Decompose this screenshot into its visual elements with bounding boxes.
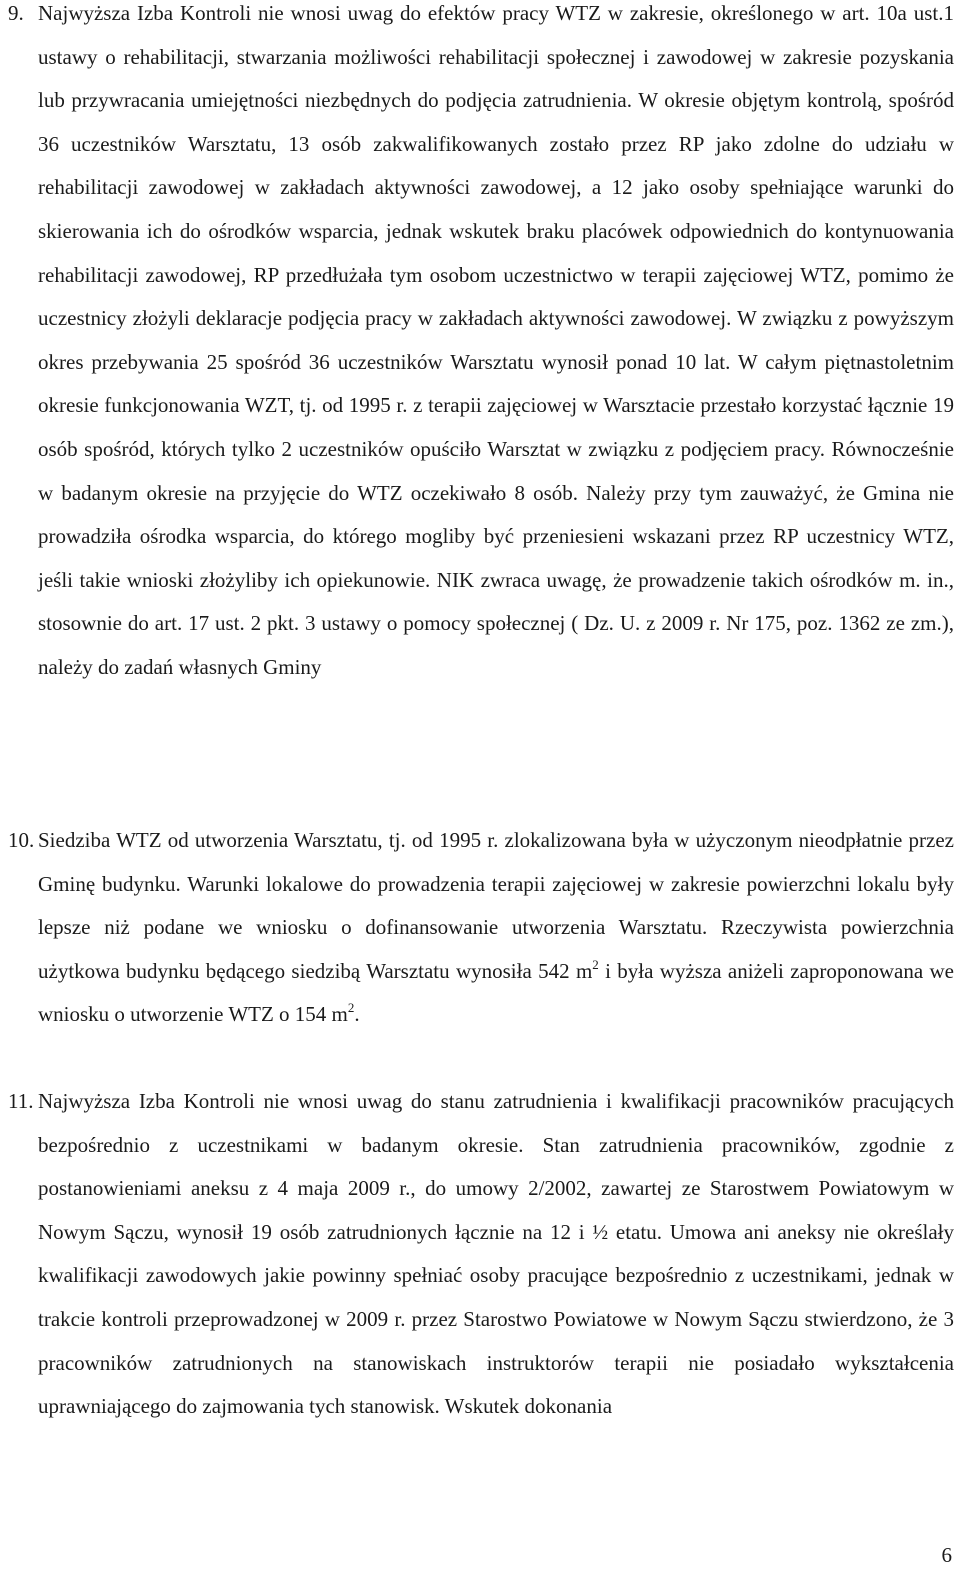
item-paragraph	[38, 819, 954, 1037]
paragraph-text: Siedziba WTZ od utworzenia Warsztatu, tj. od 1995 r. zlokalizowana była w użyczonym nieodpłatnie przez Gminę budynku. Warunki lokalowe do prowadzenia terapii zajęciowej w zakresie powierzchni lokalu były lepsze niż podane we wniosku o dofinansowanie utworzenia Warsztatu. Rzeczywista powierzchnia użytkowa budynku będącego siedzibą Warsztatu wynosiła 542 m	[38, 828, 954, 983]
page-number: 6	[941, 1543, 952, 1567]
paragraph-text: i była wyższa aniżeli zaproponowana we wniosku o utworzenie WTZ o 154 m	[38, 958, 954, 1027]
item-paragraph: Najwyższa Izba Kontroli nie wnosi uwag do efektów pracy WTZ w zakresie, określonego w art. 10a ust.1 ustawy o rehabilitacji, stwarzania możliwości rehabilitacji społecznej i zawodowej w zakresie pozyskania lub przywracania umiejętności niezbędnych do podjęcia zatrudnienia. W okresie objętym kontrolą, spośród 36 uczestników Warsztatu, 13 osób zakwalifikowanych zostało przez RP jako zdolne do udziału w rehabilitacji zawodowej w zakładach aktywności zawodowej, a 12 jako osoby spełniające warunki do skierowania ich do ośrodków wsparcia, jednak wskutek braku placówek odpowiednich do kontynuowania rehabilitacji zawodowej, RP przedłużała tym osobom uczestnictwo w terapii zajęciowej WTZ, pomimo że uczestnicy złożyli deklaracje podjęcia pracy w zakładach aktywności zawodowej. W związku z powyższym okres przebywania 25 spośród 36 uczestników Warsztatu wynosił ponad 10 lat. W całym piętnastoletnim okresie funkcjonowania WZT, tj. od 1995 r. z terapii zajęciowej w Warsztacie przestało korzystać łącznie 19 osób spośród, których tylko 2 uczestników opuściło Warsztat w związku z podjęciem pracy. Równocześnie w badanym okresie na przyjęcie do WTZ oczekiwało 8 osób. Należy przy tym zauważyć, że Gmina nie prowadziła ośrodka wsparcia, do którego mogliby być przeniesieni wskazani przez RP uczestnicy WTZ, jeśli takie wnioski złożyliby ich opiekunowie. NIK zwraca uwagę, że prowadzenie takich ośrodków m. in., stosownie do art. 17 ust. 2 pkt. 3 ustawy o pomocy społecznej ( Dz. U. z 2009 r. Nr 175, poz. 1362 ze zm.), należy do zadań własnych Gminy	[38, 1, 954, 679]
paragraph-text: .	[354, 1002, 360, 1027]
superscript: 2	[592, 956, 599, 972]
item-number: 9.	[8, 1, 24, 25]
item-number: 11.	[8, 1089, 34, 1113]
item-paragraph: Najwyższa Izba Kontroli nie wnosi uwag do stanu zatrudnienia i kwalifikacji pracowników pracujących bezpośrednio z uczestnikami w badanym okresie. Stan zatrudnienia pracowników, zgodnie z postanowieniami aneksu z 4 maja 2009 r., do umowy 2/2002, zawartej ze Starostwem Powiatowym w Nowym Sączu, wynosił 19 osób zatrudnionych łącznie na 12 i ½ etatu. Umowa ani aneksy nie określały kwalifikacji zawodowych jakie powinny spełniać osoby pracujące bezpośrednio z uczestnikami, jednak w trakcie kontroli przeprowadzonej w 2009 r. przez Starostwo Powiatowe w Nowym Sączu stwierdzono, że 3 pracowników zatrudnionych na stanowiskach instruktorów terapii nie posiadało wykształcenia uprawniającego do zajmowania tych stanowisk. Wskutek dokonania	[38, 1089, 954, 1419]
item-number: 10.	[8, 828, 35, 852]
superscript: 2	[347, 1000, 355, 1016]
